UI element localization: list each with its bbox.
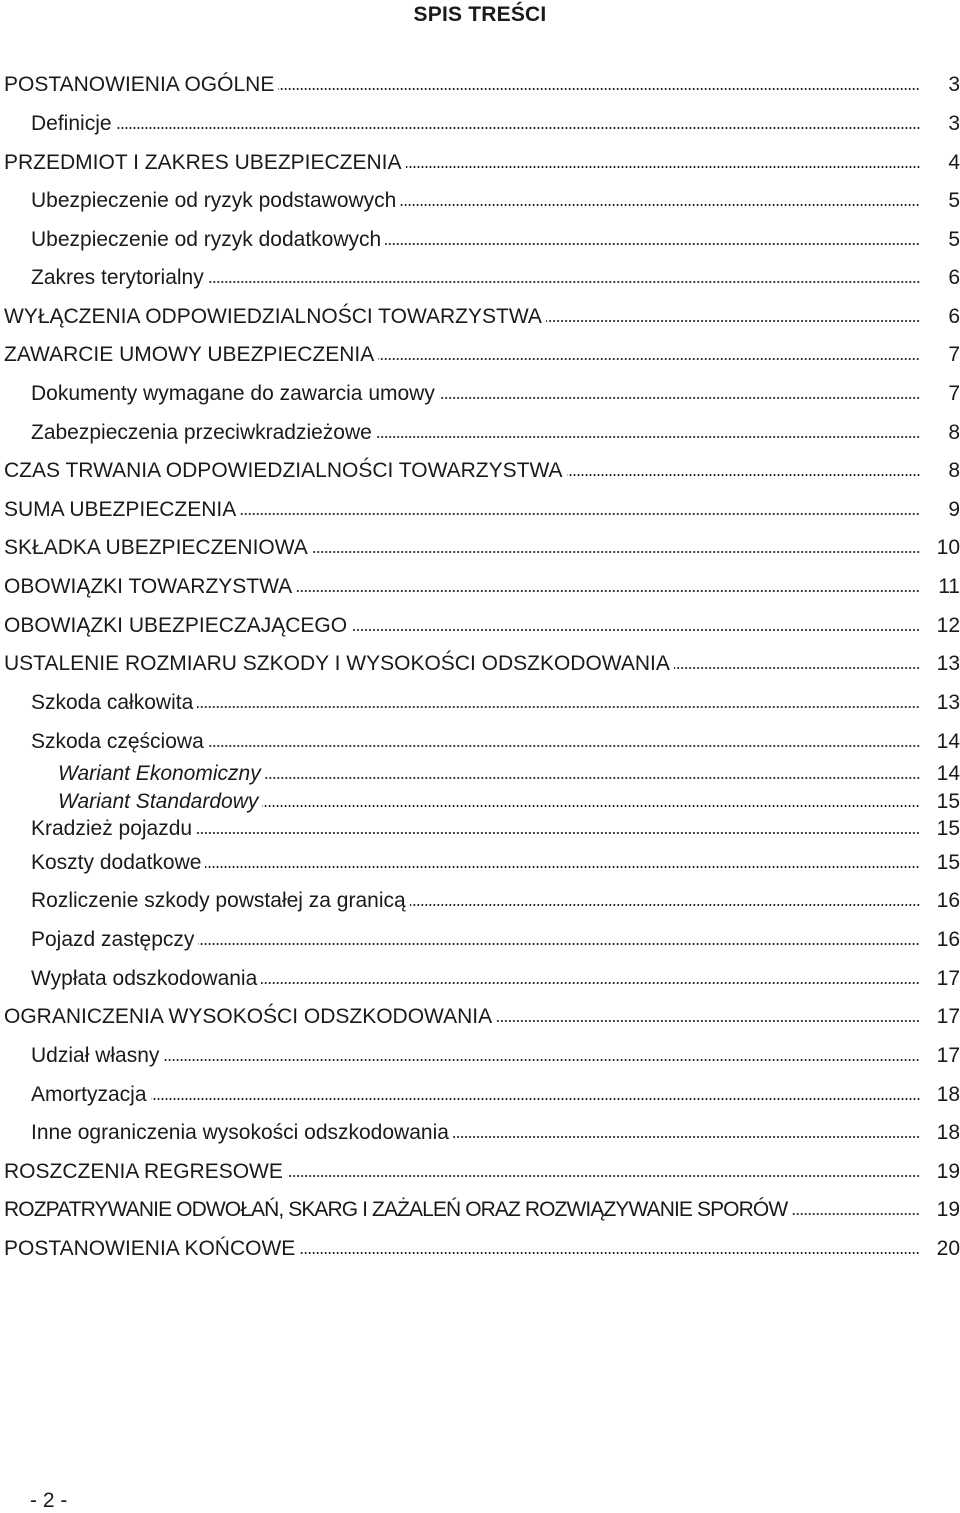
toc-entry-label: POSTANOWIENIA KOŃCOWE — [4, 1237, 296, 1260]
toc-entry-label: Inne ograniczenia wysokości odszkodowania — [31, 1121, 449, 1144]
toc-entry[interactable] — [4, 1004, 960, 1030]
dot-leader — [208, 742, 920, 748]
dot-leader — [240, 510, 920, 516]
dot-leader — [265, 774, 920, 780]
toc-entry-page: 20 — [936, 1237, 960, 1260]
toc-entry-label: Ubezpieczenie od ryzyk podstawowych — [31, 189, 397, 212]
toc-entry[interactable] — [4, 1159, 960, 1185]
toc-entry[interactable] — [31, 927, 960, 953]
toc-entry[interactable] — [31, 381, 960, 407]
toc-entry-label: Dokumenty wymagane do zawarcia umowy — [31, 382, 435, 405]
dot-leader — [406, 163, 920, 169]
toc-entry[interactable] — [4, 651, 960, 677]
toc-entry[interactable] — [4, 150, 960, 176]
toc-entry[interactable] — [4, 1236, 960, 1262]
toc-entry-page: 13 — [936, 652, 960, 675]
toc-entry-label: Zabezpieczenia przeciwkradzieżowe — [31, 421, 372, 444]
dot-leader — [299, 1249, 920, 1255]
dot-leader — [674, 664, 920, 670]
toc-entry-page: 9 — [948, 498, 960, 521]
toc-title: SPIS TREŚCI — [413, 3, 547, 26]
toc-entry-label: Szkoda całkowita — [31, 691, 194, 714]
toc-entry[interactable] — [4, 304, 960, 330]
dot-leader — [196, 829, 920, 835]
toc-entry[interactable] — [4, 1197, 960, 1223]
toc-entry-label: Definicje — [31, 112, 112, 135]
dot-leader — [378, 355, 920, 361]
toc-entry-label: Udział własny — [31, 1044, 160, 1067]
dot-leader — [205, 863, 920, 869]
toc-entry[interactable] — [31, 111, 960, 137]
toc-entry-label: OBOWIĄZKI TOWARZYSTWA — [4, 575, 293, 598]
toc-entry-label: Amortyzacja — [31, 1083, 147, 1106]
toc-entry-label: CZAS TRWANIA ODPOWIEDZIALNOŚCI TOWARZYSTWA — [4, 459, 563, 482]
toc-entry-label: SKŁADKA UBEZPIECZENIOWA — [4, 536, 308, 559]
toc-entry-label: Kradzież pojazdu — [31, 817, 193, 840]
toc-entry[interactable] — [31, 690, 960, 716]
toc-entry-label: POSTANOWIENIA OGÓLNE — [4, 73, 275, 96]
toc-entry-page: 6 — [948, 266, 960, 289]
toc-entry-page: 16 — [936, 928, 960, 951]
toc-entry-page: 19 — [936, 1198, 960, 1221]
toc-entry-page: 17 — [936, 967, 960, 990]
toc-entry-page: 10 — [936, 536, 960, 559]
dot-leader — [163, 1056, 920, 1062]
toc-entry-page: 3 — [948, 112, 960, 135]
dot-leader — [151, 1095, 920, 1101]
dot-leader — [791, 1210, 920, 1216]
toc-entry-page: 16 — [936, 889, 960, 912]
dot-leader — [287, 1172, 920, 1178]
toc-entry-label: SUMA UBEZPIECZENIA — [4, 498, 237, 521]
toc-entry-page: 12 — [936, 614, 960, 637]
toc-entry-label: Zakres terytorialny — [31, 266, 204, 289]
toc-entry-label: OGRANICZENIA WYSOKOŚCI ODSZKODOWANIA — [4, 1005, 493, 1028]
toc-entry-label: Szkoda częściowa — [31, 730, 204, 753]
toc-entry[interactable] — [31, 227, 960, 253]
toc-entry[interactable] — [31, 966, 960, 992]
dot-leader — [376, 433, 920, 439]
toc-entry[interactable] — [31, 1082, 960, 1108]
dot-leader — [296, 587, 920, 593]
dot-leader — [208, 278, 920, 284]
toc-entry[interactable] — [4, 613, 960, 639]
dot-leader — [400, 201, 920, 207]
toc-entry-label: ROZPATRYWANIE ODWOŁAŃ, SKARG I ZAŻALEŃ ORAZ ROZWIĄZYWANIE SPORÓW — [4, 1198, 788, 1221]
toc-entry-page: 8 — [948, 421, 960, 444]
toc-entry-page: 5 — [948, 189, 960, 212]
toc-entry-page: 14 — [936, 762, 960, 785]
dot-leader — [546, 317, 920, 323]
toc-entry-page: 8 — [948, 459, 960, 482]
toc-entry-page: 13 — [936, 691, 960, 714]
dot-leader — [278, 85, 920, 91]
toc-entry-page: 18 — [936, 1121, 960, 1144]
toc-entry[interactable] — [31, 265, 960, 291]
toc-entry[interactable] — [31, 816, 960, 842]
dot-leader — [351, 626, 920, 632]
toc-entry-label: Koszty dodatkowe — [31, 851, 202, 874]
page-number: - 2 - — [30, 1489, 68, 1512]
toc-entry[interactable] — [31, 1043, 960, 1069]
toc-entry[interactable] — [31, 188, 960, 214]
toc-entry-page: 6 — [948, 305, 960, 328]
dot-leader — [116, 124, 920, 130]
toc-entry[interactable] — [31, 888, 960, 914]
toc-entry[interactable] — [4, 497, 960, 523]
toc-entry-label: Rozliczenie szkody powstałej za granicą — [31, 889, 406, 912]
toc-entry-page: 18 — [936, 1083, 960, 1106]
toc-entry[interactable] — [4, 535, 960, 561]
toc-entry-label: ROSZCZENIA REGRESOWE — [4, 1160, 283, 1183]
toc-entry[interactable] — [4, 458, 960, 484]
toc-entry[interactable] — [4, 342, 960, 368]
toc-entry[interactable] — [31, 729, 960, 755]
toc-entry-page: 7 — [948, 343, 960, 366]
toc-entry[interactable] — [58, 789, 960, 815]
toc-entry-label: ZAWARCIE UMOWY UBEZPIECZENIA — [4, 343, 375, 366]
toc-entry[interactable] — [4, 574, 960, 600]
toc-entry-page: 15 — [936, 851, 960, 874]
toc-entry[interactable] — [31, 420, 960, 446]
toc-entry-page: 4 — [948, 151, 960, 174]
dot-leader — [453, 1133, 920, 1139]
toc-entry-label: Wypłata odszkodowania — [31, 967, 258, 990]
toc-entry-page: 15 — [936, 817, 960, 840]
toc-entry[interactable] — [4, 72, 960, 98]
toc-entry-label: Wariant Ekonomiczny — [58, 762, 261, 785]
toc-entry[interactable] — [31, 1120, 960, 1146]
toc-entry-page: 15 — [936, 790, 960, 813]
dot-leader — [496, 1017, 920, 1023]
toc-entry-page: 11 — [938, 575, 960, 598]
toc-entry-label: PRZEDMIOT I ZAKRES UBEZPIECZENIA — [4, 151, 402, 174]
toc-entry-page: 17 — [936, 1044, 960, 1067]
toc-entry-page: 14 — [936, 730, 960, 753]
toc-entry-page: 19 — [936, 1160, 960, 1183]
toc-entry-label: WYŁĄCZENIA ODPOWIEDZIALNOŚCI TOWARZYSTWA — [4, 305, 542, 328]
toc-entry-page: 5 — [948, 228, 960, 251]
toc-entry-page: 17 — [936, 1005, 960, 1028]
toc-entry-page: 3 — [948, 73, 960, 96]
toc-entry[interactable] — [31, 850, 960, 876]
dot-leader — [262, 802, 920, 808]
toc-entry-label: Ubezpieczenie od ryzyk dodatkowych — [31, 228, 382, 251]
toc-entry-label: Pojazd zastępczy — [31, 928, 195, 951]
toc-entry-label: Wariant Standardowy — [58, 790, 259, 813]
dot-leader — [567, 471, 921, 477]
toc-entry[interactable] — [58, 761, 960, 787]
dot-leader — [439, 394, 920, 400]
dot-leader — [312, 548, 920, 554]
dot-leader — [198, 940, 920, 946]
dot-leader — [261, 979, 920, 985]
dot-leader — [410, 901, 920, 907]
dot-leader — [385, 240, 920, 246]
toc-entry-label: USTALENIE ROZMIARU SZKODY I WYSOKOŚCI ODSZKODOWANIA — [4, 652, 670, 675]
dot-leader — [197, 703, 920, 709]
toc-entry-page: 7 — [948, 382, 960, 405]
toc-entry-label: OBOWIĄZKI UBEZPIECZAJĄCEGO — [4, 614, 348, 637]
